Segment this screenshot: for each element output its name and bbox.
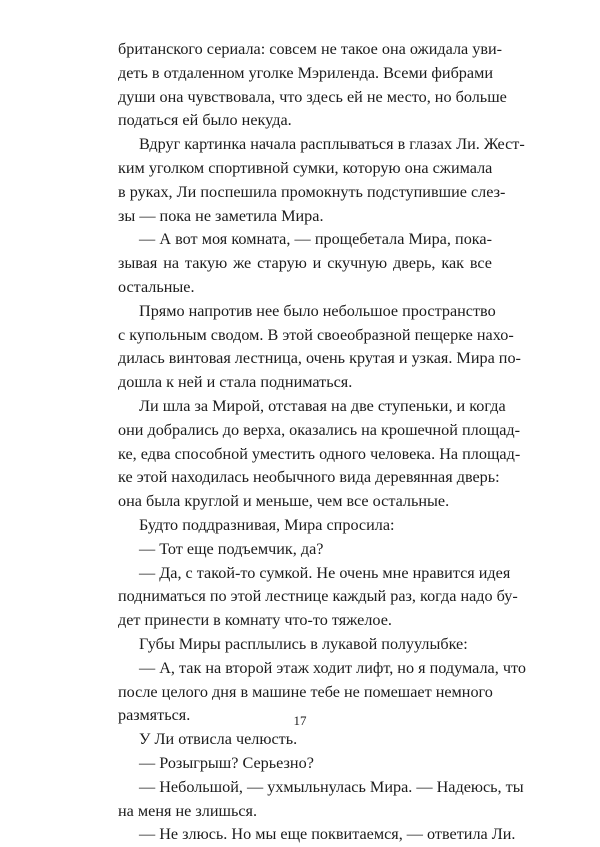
text-line: дилась винтовая лестница, очень крутая и узкая. Мира по- xyxy=(118,349,521,368)
text-line: ке, едва способной уместить одного человека. На площад- xyxy=(118,444,521,463)
text-line: остальные. xyxy=(118,277,195,296)
text-line: дет принести в комнату что-то тяжелое. xyxy=(118,611,392,630)
text-line: подниматься по этой лестнице каждый раз, когда надо бу- xyxy=(118,587,518,606)
text-line: размяться. xyxy=(118,706,191,725)
text-line: на меня не злишься. xyxy=(118,801,258,820)
text-line: Ли шла за Мирой, отставая на две ступеньки, и когда xyxy=(139,396,506,415)
text-line: она была круглой и меньше, чем все остальные. xyxy=(118,492,450,511)
text-line: британского сериала: совсем не такое она ожидала уви- xyxy=(118,40,503,58)
text-line: дошла к ней и стала подниматься. xyxy=(118,373,353,392)
text-line: — Тот еще подъемчик, да? xyxy=(139,539,324,558)
text-line: зы — пока не заметила Мира. xyxy=(118,206,324,225)
text-line: — Розыгрыш? Серьезно? xyxy=(139,753,314,772)
text-line: Будто поддразнивая, Мира спросила: xyxy=(139,515,395,534)
text-line: — А, так на второй этаж ходит лифт, но я подумала, что xyxy=(139,658,526,677)
text-line: Прямо напротив нее было небольшое пространство xyxy=(139,301,496,320)
text-line: — Не злюсь. Но мы еще поквитаемся, — ответила Ли. xyxy=(139,825,516,844)
text-line: в руках, Ли поспешила промокнуть подступившие слез- xyxy=(118,182,506,201)
text-line: Вдруг картинка начала расплываться в глазах Ли. Жест- xyxy=(139,135,525,154)
text-line: ке этой находилась необычного вида деревянная дверь: xyxy=(118,468,500,487)
text-line: с купольным сводом. В этой своеобразной пещерке нахо- xyxy=(118,325,514,344)
text-line: податься ей было некуда. xyxy=(118,111,292,130)
text-line: души она чувствовала, что здесь ей не место, но больше xyxy=(118,87,507,106)
text-line: ким уголком спортивной сумки, которую она сжимала xyxy=(118,158,493,177)
page-number: 17 xyxy=(293,713,307,728)
text-line: — Да, с такой-то сумкой. Не очень мне нравится идея xyxy=(139,563,511,582)
text-line: деть в отдаленном уголке Мэриленда. Всеми фибрами xyxy=(118,63,493,82)
text-line: они добрались до верха, оказались на крошечной площад- xyxy=(118,420,521,439)
text-line: Губы Миры расплылись в лукавой полуулыбке: xyxy=(139,634,468,653)
text-line: — А вот моя комната, — прощебетала Мира, пока- xyxy=(139,230,492,249)
text-line: зывая на такую же старую и скучную дверь, как все xyxy=(118,254,492,273)
text-line: после целого дня в машине тебе не помешает немного xyxy=(118,682,493,701)
text-line: У Ли отвисла челюсть. xyxy=(139,730,298,749)
text-line: — Небольшой, — ухмыльнулась Мира. — Надеюсь, ты xyxy=(139,777,524,796)
